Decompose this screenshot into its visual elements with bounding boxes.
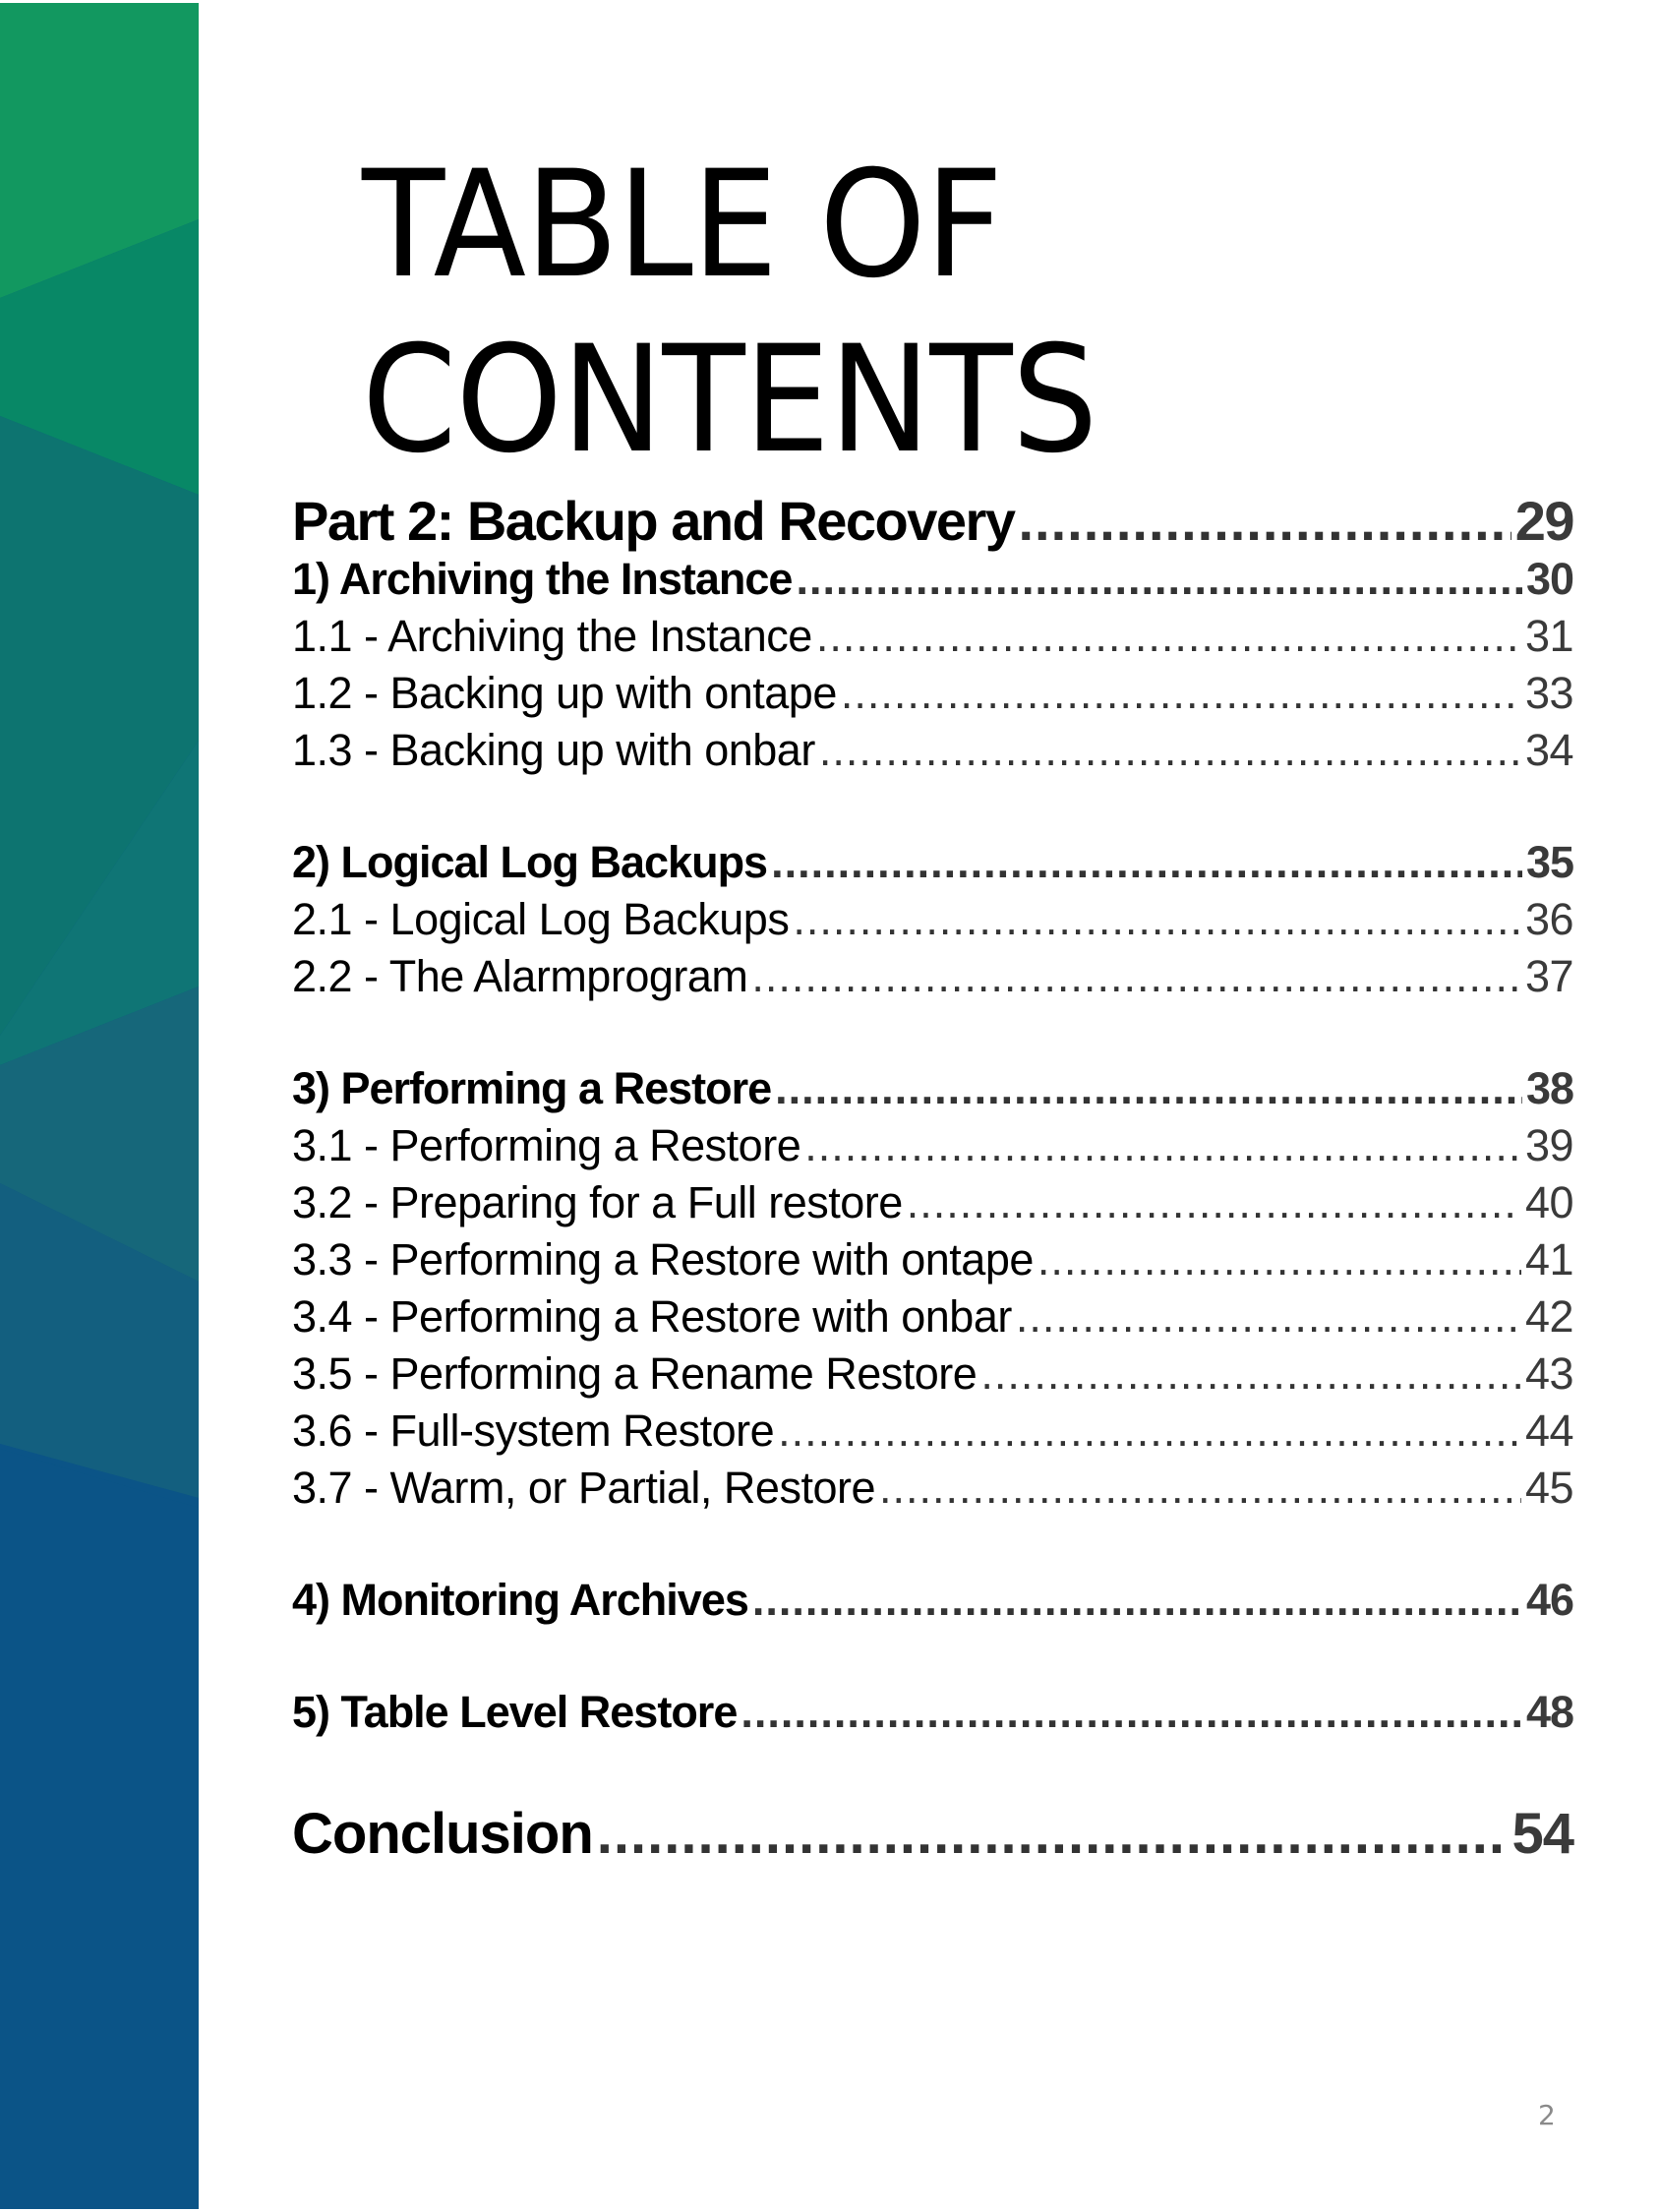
dot-leader <box>796 551 1521 608</box>
toc-entry-chapter-3[interactable] <box>292 1060 1573 1117</box>
spacer <box>292 1741 1573 1800</box>
dot-leader <box>980 1345 1521 1403</box>
spacer <box>292 779 1573 834</box>
toc-entry-label: 2) Logical Log Backups <box>292 837 768 887</box>
spacer <box>292 1517 1573 1572</box>
toc-entry-label: 2.1 - Logical Log Backups <box>292 894 790 944</box>
toc-entry-page: 31 <box>1524 611 1573 661</box>
toc-entry-page: 48 <box>1525 1687 1573 1737</box>
toc-entry-section-3-2[interactable] <box>292 1174 1573 1231</box>
toc-entry-label: 3.1 - Performing a Restore <box>292 1120 801 1170</box>
toc-entry-section-3-5[interactable] <box>292 1345 1573 1403</box>
toc-entry-label: 1.3 - Backing up with onbar <box>292 725 815 775</box>
toc-entry-page: 43 <box>1524 1348 1573 1399</box>
toc-entry-page: 33 <box>1524 668 1573 718</box>
dot-leader <box>841 665 1521 722</box>
toc-entry-section-3-6[interactable] <box>292 1403 1573 1460</box>
toc-entry-page: 44 <box>1524 1405 1573 1456</box>
toc-entry-label: 3.7 - Warm, or Partial, Restore <box>292 1463 875 1513</box>
toc-entry-label: 3.2 - Preparing for a Full restore <box>292 1177 903 1227</box>
toc-entry-page: 29 <box>1514 490 1573 552</box>
toc-entry-chapter-1[interactable] <box>292 551 1573 608</box>
toc-entry-section-3-7[interactable] <box>292 1460 1573 1517</box>
page-title <box>362 138 1096 488</box>
toc-entry-section-1-1[interactable] <box>292 608 1573 665</box>
table-of-contents <box>292 492 1573 1869</box>
toc-entry-page: 41 <box>1524 1234 1573 1285</box>
decorative-sidebar-band <box>0 3 199 2209</box>
toc-entry-label: 3.5 - Performing a Rename Restore <box>292 1348 978 1399</box>
toc-entry-section-3-3[interactable] <box>292 1231 1573 1288</box>
toc-entry-section-1-3[interactable] <box>292 722 1573 779</box>
toc-entry-section-3-1[interactable] <box>292 1117 1573 1174</box>
toc-entry-page: 35 <box>1525 837 1573 887</box>
dot-leader <box>1016 1288 1521 1345</box>
toc-entry-label: 4) Monitoring Archives <box>292 1575 748 1625</box>
dot-leader <box>778 1403 1521 1460</box>
title-line-1: TABLE OF <box>362 140 1003 311</box>
toc-entry-section-2-1[interactable] <box>292 891 1573 948</box>
toc-entry-conclusion[interactable] <box>292 1800 1573 1869</box>
toc-entry-section-1-2[interactable] <box>292 665 1573 722</box>
toc-entry-label: 1.2 - Backing up with ontape <box>292 668 837 718</box>
dot-leader <box>907 1174 1521 1231</box>
toc-entry-page: 34 <box>1524 725 1573 775</box>
toc-entry-page: 39 <box>1524 1120 1573 1170</box>
toc-entry-label: 3.3 - Performing a Restore with ontape <box>292 1234 1034 1285</box>
toc-entry-chapter-4[interactable] <box>292 1572 1573 1629</box>
dot-leader <box>819 722 1521 779</box>
toc-entry-label: Conclusion <box>292 1802 593 1866</box>
toc-entry-label: 1.1 - Archiving the Instance <box>292 611 812 661</box>
dot-leader <box>879 1460 1521 1517</box>
spacer <box>292 1005 1573 1060</box>
dot-leader <box>816 608 1521 665</box>
toc-entry-page: 38 <box>1525 1063 1573 1113</box>
dot-leader <box>1037 1231 1521 1288</box>
toc-entry-page: 36 <box>1524 894 1573 944</box>
toc-entry-page: 54 <box>1511 1802 1573 1866</box>
toc-entry-section-2-2[interactable] <box>292 948 1573 1005</box>
dot-leader <box>804 1117 1521 1174</box>
dot-leader <box>751 948 1521 1005</box>
toc-entry-chapter-5[interactable] <box>292 1684 1573 1741</box>
toc-entry-chapter-2[interactable] <box>292 834 1573 891</box>
dot-leader <box>741 1684 1522 1741</box>
dot-leader <box>793 891 1521 948</box>
toc-entry-page: 46 <box>1525 1575 1573 1625</box>
toc-entry-label: Part 2: Backup and Recovery <box>292 490 1015 552</box>
dot-leader <box>771 834 1522 891</box>
toc-entry-label: 3.4 - Performing a Restore with onbar <box>292 1291 1012 1342</box>
dot-leader <box>597 1800 1509 1869</box>
toc-entry-label: 3) Performing a Restore <box>292 1063 772 1113</box>
toc-entry-label: 3.6 - Full-system Restore <box>292 1405 775 1456</box>
title-line-2: CONTENTS <box>362 315 1097 486</box>
toc-entry-page: 30 <box>1525 554 1573 604</box>
dot-leader <box>1018 492 1511 551</box>
toc-entry-page: 45 <box>1524 1463 1573 1513</box>
geometric-gradient-pattern <box>0 3 199 2209</box>
spacer <box>292 1629 1573 1684</box>
toc-entry-part-2[interactable] <box>292 492 1573 551</box>
toc-entry-page: 40 <box>1524 1177 1573 1227</box>
dot-leader <box>752 1572 1522 1629</box>
toc-entry-label: 1) Archiving the Instance <box>292 554 793 604</box>
toc-entry-label: 2.2 - The Alarmprogram <box>292 951 748 1001</box>
page-number: 2 <box>1538 2099 1556 2131</box>
toc-entry-page: 37 <box>1524 951 1573 1001</box>
toc-entry-label: 5) Table Level Restore <box>292 1687 738 1737</box>
toc-entry-page: 42 <box>1524 1291 1573 1342</box>
dot-leader <box>775 1060 1522 1117</box>
toc-entry-section-3-4[interactable] <box>292 1288 1573 1345</box>
